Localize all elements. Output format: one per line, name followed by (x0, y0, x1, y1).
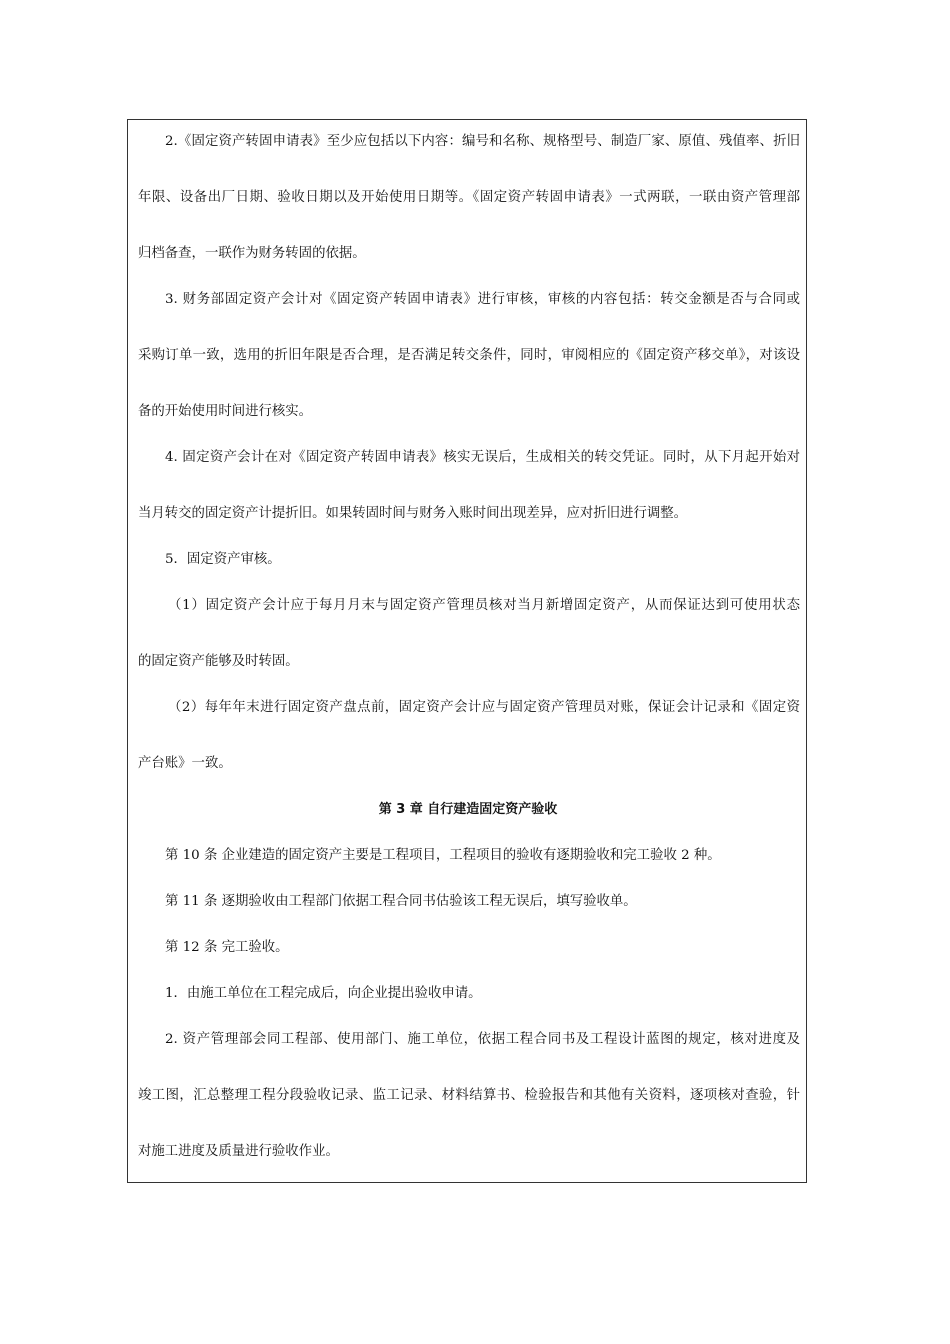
paragraph-3-line-1: 3. 财务部固定资产会计对《固定资产转固申请表》进行审核，审核的内容包括：转交金额是否与合同或 (165, 292, 800, 307)
item-1-line-2: 的固定资产能够及时转固。 (138, 654, 299, 669)
article-12-item-2-line-1: 2. 资产管理部会同工程部、使用部门、施工单位，依据工程合同书及工程设计蓝图的规定，核对进度及 (165, 1032, 800, 1047)
paragraph-4-line-1: 4. 固定资产会计在对《固定资产转固申请表》核实无误后，生成相关的转交凭证。同时，从下月起开始对 (165, 450, 800, 465)
paragraph-3-line-3: 备的开始使用时间进行核实。 (138, 404, 313, 419)
item-2-line-1: （2）每年年末进行固定资产盘点前，固定资产会计应与固定资产管理员对账，保证会计记录和《固定资 (168, 700, 800, 715)
article-10: 第 10 条 企业建造的固定资产主要是工程项目，工程项目的验收有逐期验收和完工验收 2 种。 (165, 848, 721, 863)
paragraph-2-line-2: 年限、设备出厂日期、验收日期以及开始使用日期等。《固定资产转固申请表》一式两联，一联由资产管理部 (138, 190, 800, 205)
article-11: 第 11 条 逐期验收由工程部门依据工程合同书估验该工程无误后，填写验收单。 (165, 894, 637, 909)
article-12-item-2-line-2: 竣工图，汇总整理工程分段验收记录、监工记录、材料结算书、检验报告和其他有关资料，逐项核对查验，针 (138, 1088, 800, 1103)
article-12: 第 12 条 完工验收。 (165, 940, 289, 955)
article-12-item-2-line-3: 对施工进度及质量进行验收作业。 (138, 1144, 339, 1159)
item-1-line-1: （1）固定资产会计应于每月月末与固定资产管理员核对当月新增固定资产，从而保证达到可使用状态 (168, 598, 800, 613)
chapter-3-heading: 第 3 章 自行建造固定资产验收 (378, 802, 558, 817)
item-2-line-2: 产台账》一致。 (138, 756, 232, 771)
document-frame (127, 119, 807, 1183)
article-12-item-1: 1．由施工单位在工程完成后，向企业提出验收申请。 (165, 986, 482, 1001)
paragraph-2-line-1: 2.《固定资产转固申请表》至少应包括以下内容：编号和名称、规格型号、制造厂家、原值、残值率、折旧 (165, 134, 800, 149)
paragraph-3-line-2: 采购订单一致，选用的折旧年限是否合理，是否满足转交条件，同时，审阅相应的《固定资产移交单》，对该设 (138, 348, 800, 363)
paragraph-4-line-2: 当月转交的固定资产计提折旧。如果转固时间与财务入账时间出现差异，应对折旧进行调整。 (138, 506, 688, 521)
paragraph-2-line-3: 归档备查，一联作为财务转固的依据。 (138, 246, 366, 261)
paragraph-5: 5．固定资产审核。 (165, 552, 281, 567)
